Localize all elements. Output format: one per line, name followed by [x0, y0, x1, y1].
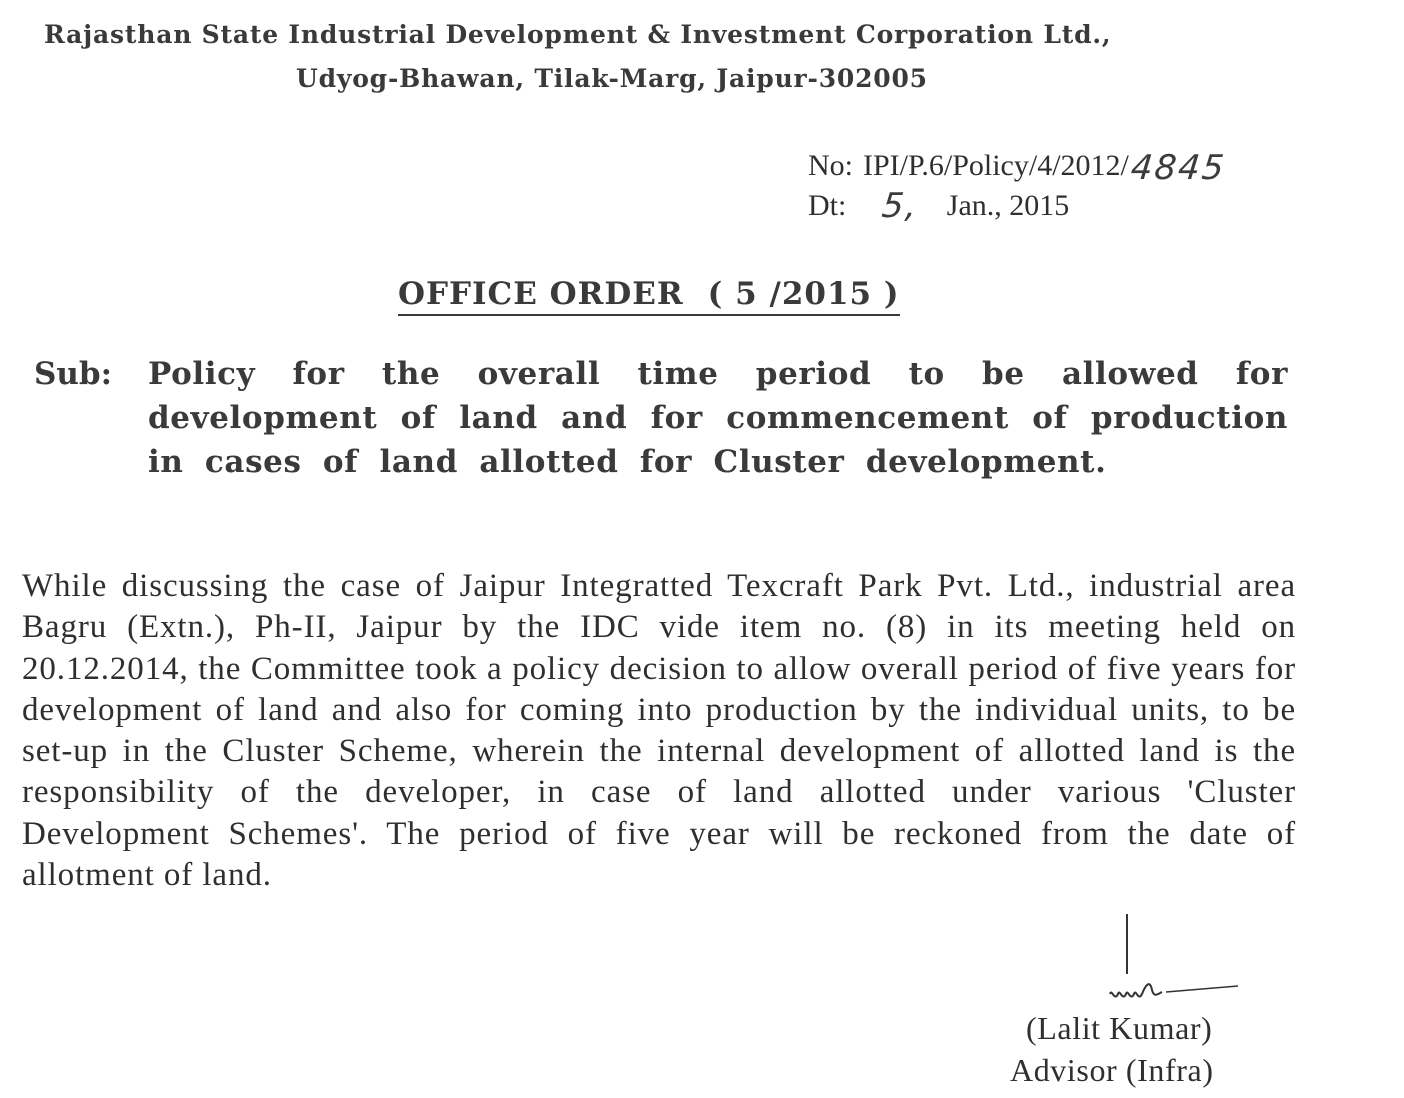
body-paragraph: While discussing the case of Jaipur Integratted Texcraft Park Pvt. Ltd., industrial area Bagru (Extn.), Ph-II, Jaipur by the IDC vide item no. (8) in its meeting held on 20.12.2014, the Committee took a policy decision to allow overall period of five years for development of land and also for coming into production by the individual units, to be set-up in the Cluster Scheme, wherein the internal development of allotted land is the responsibility of the developer, in case of land allotted under various 'Cluster Development Schemes'. The period of five year will be reckoned from the date of allotment of land. — [22, 568, 1296, 894]
reference-block — [808, 146, 1228, 226]
signatory-name: (Lalit Kumar) — [1026, 1010, 1213, 1046]
office-order-number: ( 5 /2015 ) — [707, 276, 900, 312]
reference-number-label: No: — [808, 149, 853, 182]
signature-mark — [1100, 910, 1250, 1010]
reference-date-row — [808, 186, 1225, 226]
reference-number-row — [808, 146, 1228, 188]
office-order-title — [398, 276, 900, 316]
office-order-label: OFFICE ORDER — [398, 276, 684, 312]
reference-number-handwritten: 4845 — [1128, 148, 1228, 188]
organization-address: Udyog-Bhawan, Tilak-Marg, Jaipur-302005 — [296, 64, 928, 93]
signatory-designation: Advisor (Infra) — [1010, 1052, 1214, 1088]
reference-date-label: Dt: — [808, 189, 847, 222]
reference-date-rest: Jan., 2015 — [946, 189, 1070, 222]
subject-block — [34, 352, 1288, 484]
subject-text: Policy for the overall time period to be allowed for development of land and for commencement of production in cases of land allotted for Cluster development. — [148, 356, 1288, 480]
reference-date-day-handwritten: 5, — [880, 186, 921, 226]
organization-name: Rajasthan State Industrial Development & Investment Corporation Ltd., — [44, 20, 1112, 49]
reference-number-printed: IPI/P.6/Policy/4/2012/ — [863, 149, 1129, 182]
subject-label: Sub: — [34, 356, 113, 392]
